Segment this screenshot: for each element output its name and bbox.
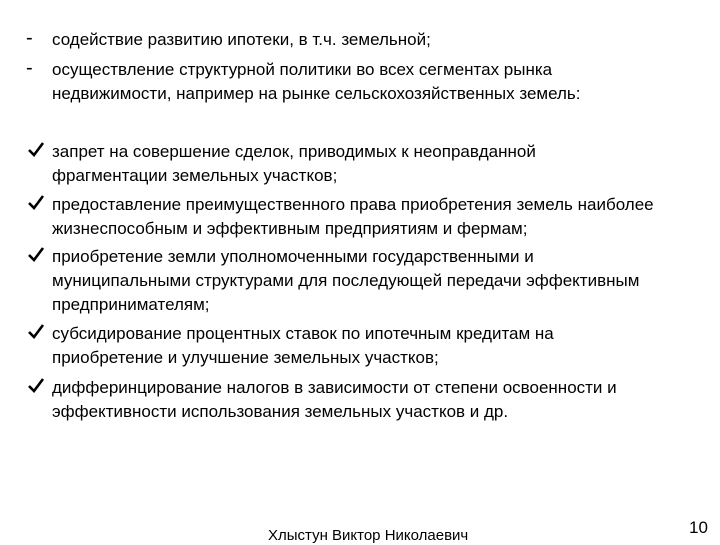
list-item-line: дифферинцирование налогов в зависимости от степени освоенности и [52,378,617,397]
checkmark-icon [26,376,46,396]
list-item [52,193,704,241]
list-item-line: запрет на совершение сделок, приводимых к неоправданной [52,142,536,161]
list-item-line: субсидирование процентных ставок по ипотечным кредитам на [52,324,554,343]
list-item [52,245,704,317]
list-item [52,28,704,52]
list-item-line: приобретение и улучшение земельных участков; [52,348,439,367]
list-item-line: недвижимости, например на рынке сельскохозяйственных земель: [52,84,581,103]
list-item [52,58,704,106]
list-item [52,140,704,188]
dash-bullet-icon: - [26,57,33,79]
list-item-line: предоставление преимущественного права приобретения земель наиболее [52,195,654,214]
checkmark-icon [26,245,46,265]
list-item-line: муниципальными структурами для последующей передачи эффективным [52,271,640,290]
footer-author: Хлыстун Виктор Николаевич [268,527,469,544]
list-item-line: предпринимателям; [52,295,210,314]
list-item-line: жизнеспособным и эффективным предприятиям и фермам; [52,219,528,238]
checkmark-icon [26,140,46,160]
dash-bullet-icon: - [26,27,33,49]
page-number: 10 [689,518,708,537]
list-item-line: эффективности использования земельных участков и др. [52,402,509,421]
checkmark-icon [26,193,46,213]
list-item [52,376,704,424]
list-item-line: осуществление структурной политики во всех сегментах рынка [52,60,553,79]
list-item [52,322,704,370]
list-item-line: приобретение земли уполномоченными государственными и [52,247,534,266]
list-item-line: фрагментации земельных участков; [52,166,338,185]
list-item-line: содействие развитию ипотеки, в т.ч. земельной; [52,30,431,49]
checkmark-icon [26,322,46,342]
